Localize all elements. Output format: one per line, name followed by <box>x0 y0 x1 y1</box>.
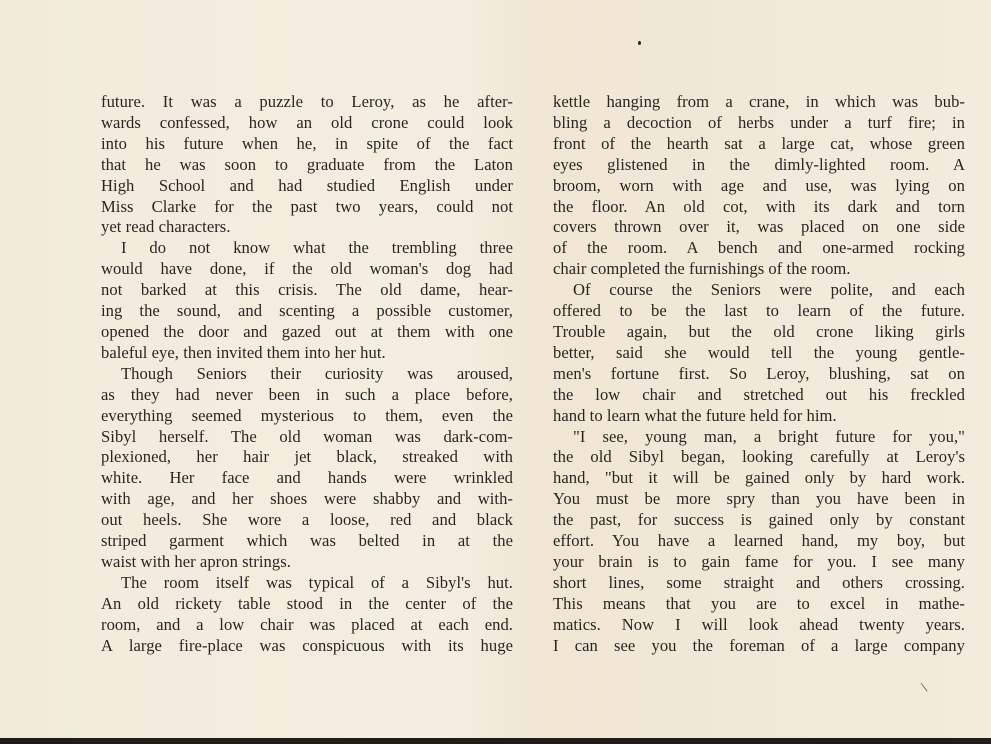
text-line: "I see, young man, a bright future for you," <box>573 426 965 446</box>
text-line: bling a decoction of herbs under a turf fire; in <box>553 112 965 132</box>
text-line: eyes glistened in the dimly-lighted room. A <box>553 154 965 174</box>
text-line: I do not know what the trembling three <box>121 238 513 258</box>
text-line: ing the sound, and scenting a possible customer, <box>101 301 513 321</box>
text-line: baleful eye, then invited them into her hut. <box>101 342 386 362</box>
text-line: Of course the Seniors were polite, and each <box>573 280 965 300</box>
text-line: yet read characters. <box>101 217 231 237</box>
text-line: An old rickety table stood in the center of the <box>101 593 513 613</box>
text-line: the low chair and stretched out his freckled <box>553 384 965 404</box>
text-line: plexioned, her hair jet black, streaked with <box>101 447 513 467</box>
text-line: not barked at this crisis. The old dame, hear- <box>101 280 513 300</box>
text-line: everything seemed mysterious to them, even the <box>101 405 513 425</box>
text-line: Sibyl herself. The old woman was dark-com- <box>101 426 513 446</box>
text-line: with age, and her shoes were shabby and with- <box>101 489 513 509</box>
text-line: effort. You have a learned hand, my boy, but <box>553 531 965 551</box>
text-line: striped garment which was belted in at the <box>101 531 513 551</box>
text-line: room, and a low chair was placed at each end. <box>101 614 513 634</box>
text-line: The room itself was typical of a Sibyl's hut. <box>121 572 513 592</box>
right-column <box>553 92 965 656</box>
text-line: the floor. An old cot, with its dark and torn <box>553 196 965 216</box>
ink-speck <box>638 41 641 45</box>
text-line: hand, "but it will be gained only by hard work. <box>553 468 965 488</box>
text-line: Miss Clarke for the past two years, could not <box>101 196 513 216</box>
text-line: A large fire-place was conspicuous with its huge <box>101 635 513 655</box>
text-line: short lines, some straight and others crossing. <box>553 572 965 592</box>
text-line: I can see you the foreman of a large company <box>553 635 965 655</box>
text-line: the past, for success is gained only by constant <box>553 510 965 530</box>
text-line: out heels. She wore a loose, red and black <box>101 510 513 530</box>
text-line: men's fortune first. So Leroy, blushing, sat on <box>553 363 965 383</box>
text-line: You must be more spry than you have been in <box>553 489 965 509</box>
text-line: the old Sibyl began, looking carefully at Leroy's <box>553 447 965 467</box>
text-line: Trouble again, but the old crone liking girls <box>553 321 965 341</box>
text-line: front of the hearth sat a large cat, whose green <box>553 133 965 153</box>
text-line: future. It was a puzzle to Leroy, as he after- <box>101 92 513 111</box>
text-line: offered to be the last to learn of the future. <box>553 301 965 321</box>
page-bottom-edge <box>0 738 991 744</box>
text-line: hand to learn what the future held for him. <box>553 405 837 425</box>
text-line: High School and had studied English under <box>101 175 513 195</box>
stray-pencil-mark: \ <box>919 679 929 695</box>
text-line: broom, worn with age and use, was lying on <box>553 175 965 195</box>
text-line: wards confessed, how an old crone could look <box>101 112 513 132</box>
text-line: Though Seniors their curiosity was aroused, <box>121 363 513 383</box>
text-line: as they had never been in such a place before, <box>101 384 513 404</box>
text-line: matics. Now I will look ahead twenty years. <box>553 614 965 634</box>
left-column <box>101 92 513 656</box>
text-line: that he was soon to graduate from the Laton <box>101 154 513 174</box>
text-line: This means that you are to excel in mathe- <box>553 593 965 613</box>
text-line: of the room. A bench and one-armed rocking <box>553 238 965 258</box>
text-line: better, said she would tell the young gentle- <box>553 342 965 362</box>
text-line: would have done, if the old woman's dog had <box>101 259 513 279</box>
text-line: kettle hanging from a crane, in which was bub- <box>553 92 965 111</box>
text-line: your brain is to gain fame for you. I see many <box>553 551 965 571</box>
text-line: opened the door and gazed out at them with one <box>101 321 513 341</box>
text-line: waist with her apron strings. <box>101 551 291 571</box>
text-line: chair completed the furnishings of the room. <box>553 259 851 279</box>
text-line: covers thrown over it, was placed on one side <box>553 217 965 237</box>
text-line: into his future when he, in spite of the fact <box>101 133 513 153</box>
text-line: white. Her face and hands were wrinkled <box>101 468 513 488</box>
